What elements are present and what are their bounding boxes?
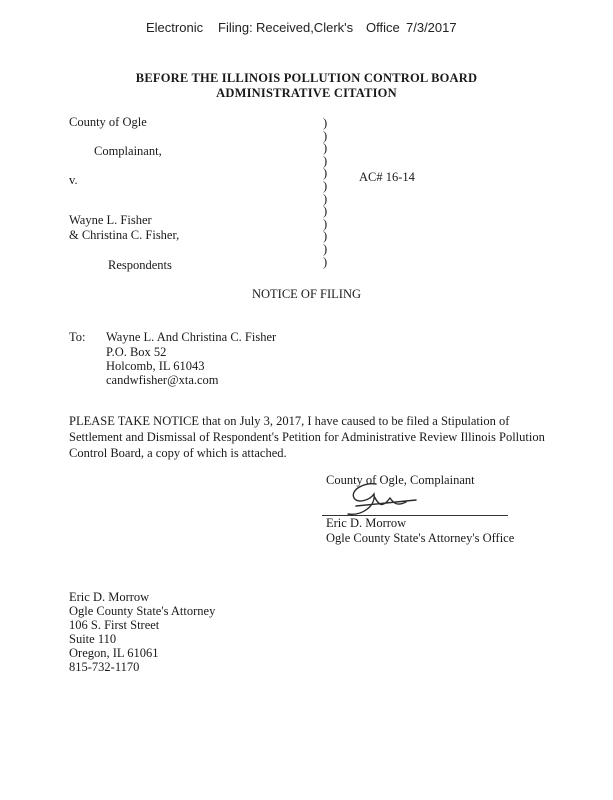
notice-title: NOTICE OF FILING [251, 287, 362, 301]
footer-title: Ogle County State's Attorney [69, 604, 216, 618]
caption-respondent-1: Wayne L. Fisher [69, 213, 152, 227]
stamp-date: 7/3/2017 [406, 20, 457, 35]
caption-versus: v. [69, 173, 78, 187]
stamp-filing: Filing: [218, 20, 253, 35]
to-name: Wayne L. And Christina C. Fisher [106, 330, 277, 344]
citation-heading: ADMINISTRATIVE CITATION [216, 86, 397, 100]
to-email: candwfisher@xta.com [106, 373, 219, 387]
handwritten-signature [340, 478, 420, 520]
board-heading: BEFORE THE ILLINOIS POLLUTION CONTROL BOARD [135, 71, 478, 85]
footer-name: Eric D. Morrow [69, 590, 150, 604]
caption-respondents: Respondents [108, 258, 172, 272]
notice-body: PLEASE TAKE NOTICE that on July 3, 2017, I have caused to be filed a Stipulation of Settlement and Dismissal of Respondent's Petition for Administrative Review Illinois Pollution Control Board, a copy of which is attached. [69, 414, 545, 460]
caption-complainant: Complainant, [94, 144, 162, 158]
caption-parentheses: ) ) ) ) ) ) ) ) ) ) ) ) [323, 116, 328, 269]
case-number: AC# 16-14 [359, 170, 415, 184]
to-address-line-1: P.O. Box 52 [106, 345, 167, 359]
caption-county: County of Ogle [69, 115, 147, 129]
footer-street: 106 S. First Street [69, 618, 160, 632]
signature-title: Ogle County State's Attorney's Office [326, 531, 515, 545]
signature-party: County of Ogle, Complainant [326, 473, 475, 487]
signature-name: Eric D. Morrow [326, 516, 407, 530]
stamp-electronic: Electronic [146, 20, 204, 35]
footer-phone: 815-732-1170 [69, 660, 140, 674]
to-address-line-2: Holcomb, IL 61043 [106, 359, 205, 373]
footer-suite: Suite 110 [69, 632, 117, 646]
footer-city: Oregon, IL 61061 [69, 646, 159, 660]
stamp-office: Office [366, 20, 400, 35]
stamp-received: Received,Clerk's [256, 20, 354, 35]
to-label: To: [69, 330, 86, 344]
caption-respondent-2: & Christina C. Fisher, [69, 228, 180, 242]
